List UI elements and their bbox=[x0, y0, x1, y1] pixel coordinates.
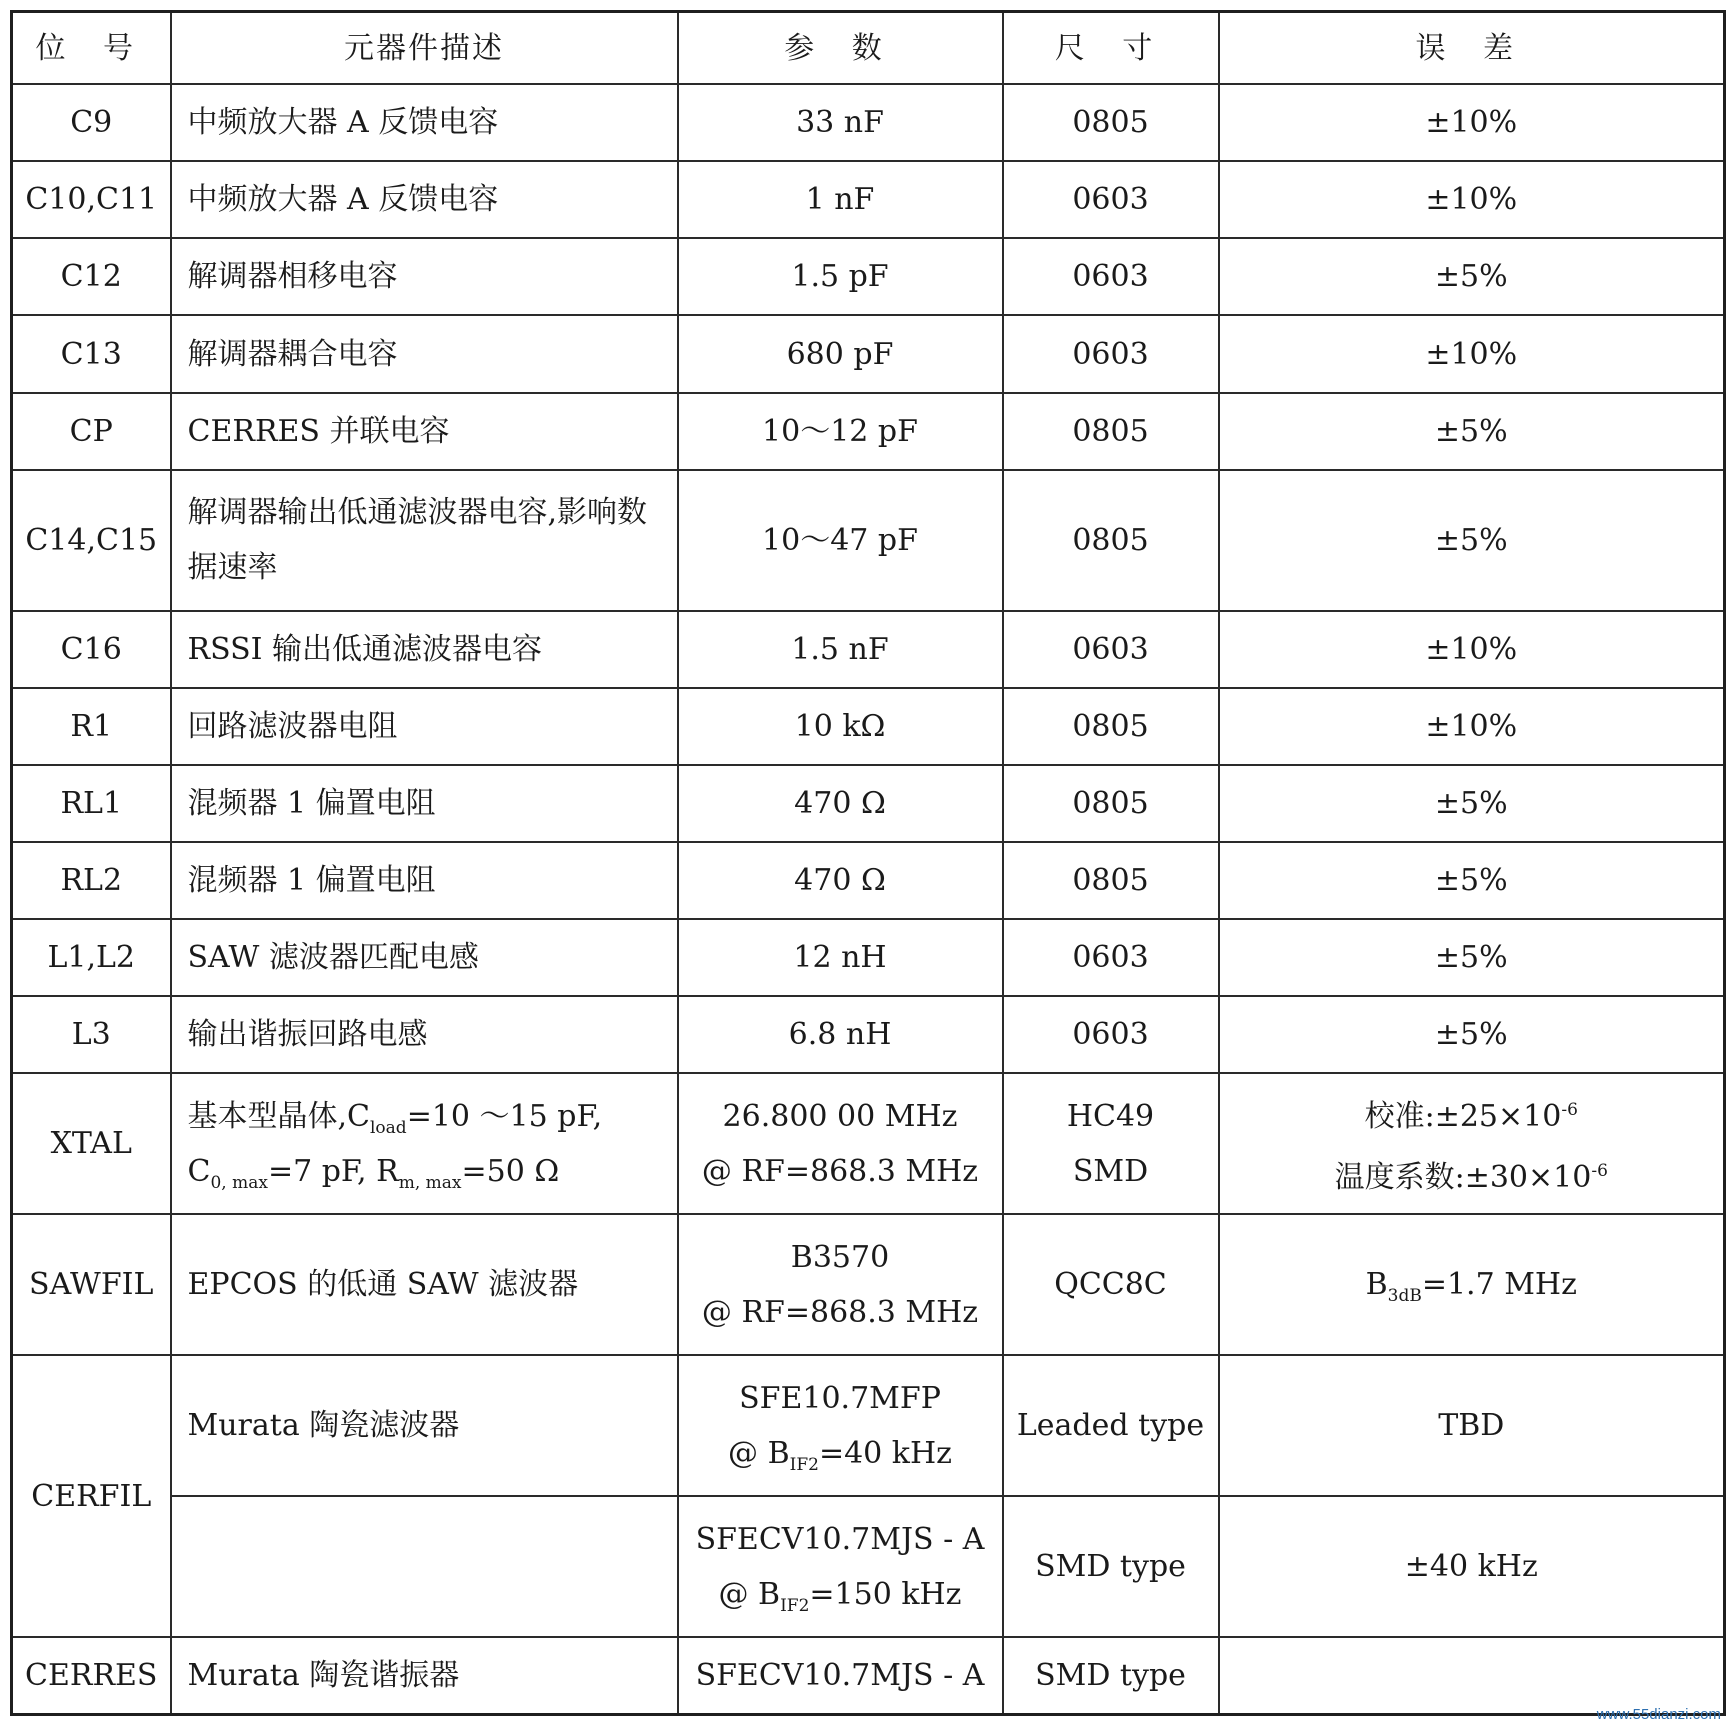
table-row bbox=[12, 611, 1725, 688]
param-cell: SFECV10.7MJS - A bbox=[678, 1637, 1003, 1714]
size-cell: Leaded type bbox=[1003, 1355, 1219, 1496]
param-line-2 bbox=[689, 1426, 992, 1481]
ref-cell: C13 bbox=[12, 315, 171, 392]
param-line-1: SFECV10.7MJS - A bbox=[695, 1521, 985, 1557]
desc-cell: CERRES 并联电容 bbox=[171, 393, 678, 470]
tol-line-2 bbox=[1230, 1144, 1714, 1205]
param-cell: 1.5 nF bbox=[678, 611, 1003, 688]
param-cell: 12 nH bbox=[678, 919, 1003, 996]
desc-text: =10 ～15 pF, bbox=[406, 1098, 603, 1134]
size-cell: QCC8C bbox=[1003, 1214, 1219, 1355]
param-text: @ B bbox=[718, 1576, 781, 1612]
tol-cell: ±10% bbox=[1219, 688, 1725, 765]
desc-cell: 混频器 1 偏置电阻 bbox=[171, 842, 678, 919]
size-cell: 0805 bbox=[1003, 84, 1219, 161]
ref-cell: C9 bbox=[12, 84, 171, 161]
ref-cell: C16 bbox=[12, 611, 171, 688]
desc-cell: Murata 陶瓷滤波器 bbox=[171, 1355, 678, 1496]
ref-cell: C12 bbox=[12, 238, 171, 315]
param-cell: 10～12 pF bbox=[678, 393, 1003, 470]
param-line-1: 26.800 00 MHz bbox=[722, 1098, 958, 1134]
tol-cell: ±5% bbox=[1219, 996, 1725, 1073]
param-cell: 10～47 pF bbox=[678, 470, 1003, 611]
param-cell: 10 kΩ bbox=[678, 688, 1003, 765]
param-cell bbox=[678, 1073, 1003, 1214]
param-cell: 680 pF bbox=[678, 315, 1003, 392]
table-row bbox=[12, 315, 1725, 392]
table-row bbox=[12, 765, 1725, 842]
tol-cell: ±5% bbox=[1219, 919, 1725, 996]
size-line-2: SMD bbox=[1072, 1153, 1149, 1189]
table-row bbox=[12, 996, 1725, 1073]
size-cell: 0805 bbox=[1003, 765, 1219, 842]
size-cell: 0603 bbox=[1003, 919, 1219, 996]
param-cell bbox=[678, 1214, 1003, 1355]
param-line-1: SFE10.7MFP bbox=[739, 1380, 941, 1416]
tol-cell: ±40 kHz bbox=[1219, 1496, 1725, 1637]
param-line-1: B3570 bbox=[790, 1239, 890, 1275]
table-row bbox=[12, 161, 1725, 238]
tol-cell: ±10% bbox=[1219, 315, 1725, 392]
table-row bbox=[12, 1073, 1725, 1214]
param-cell: 470 Ω bbox=[678, 842, 1003, 919]
table-row bbox=[12, 842, 1725, 919]
table-row bbox=[12, 238, 1725, 315]
size-cell: 0603 bbox=[1003, 611, 1219, 688]
ref-cell: RL1 bbox=[12, 765, 171, 842]
ref-cell: C10,C11 bbox=[12, 161, 171, 238]
size-cell: 0603 bbox=[1003, 315, 1219, 392]
size-cell: 0603 bbox=[1003, 996, 1219, 1073]
param-cell bbox=[678, 1355, 1003, 1496]
size-line-1: HC49 bbox=[1066, 1098, 1155, 1134]
ref-cell: CERRES bbox=[12, 1637, 171, 1714]
table-row bbox=[12, 919, 1725, 996]
param-cell: 6.8 nH bbox=[678, 996, 1003, 1073]
ref-cell: R1 bbox=[12, 688, 171, 765]
subscript-mmax: m, max bbox=[398, 1172, 462, 1193]
subscript-0max: 0, max bbox=[210, 1172, 268, 1193]
tol-text: 温度系数:±30×10 bbox=[1334, 1159, 1592, 1195]
param-cell: 470 Ω bbox=[678, 765, 1003, 842]
param-cell: 1.5 pF bbox=[678, 238, 1003, 315]
table-row bbox=[12, 1214, 1725, 1355]
desc-cell: 中频放大器 A 反馈电容 bbox=[171, 161, 678, 238]
param-cell: 1 nF bbox=[678, 161, 1003, 238]
header-param: 参 数 bbox=[678, 12, 1003, 85]
desc-cell: 解调器耦合电容 bbox=[171, 315, 678, 392]
table-row bbox=[12, 470, 1725, 611]
ref-cell: CERFIL bbox=[12, 1355, 171, 1637]
param-cell bbox=[678, 1496, 1003, 1637]
desc-line-1 bbox=[188, 1089, 667, 1144]
header-desc: 元器件描述 bbox=[171, 12, 678, 85]
size-cell: 0805 bbox=[1003, 393, 1219, 470]
size-cell: SMD type bbox=[1003, 1496, 1219, 1637]
table-row bbox=[12, 393, 1725, 470]
size-cell: 0805 bbox=[1003, 842, 1219, 919]
tol-cell: ±10% bbox=[1219, 611, 1725, 688]
param-text: =150 kHz bbox=[809, 1576, 962, 1612]
desc-cell: EPCOS 的低通 SAW 滤波器 bbox=[171, 1214, 678, 1355]
header-row bbox=[12, 12, 1725, 85]
desc-cell: 输出谐振回路电感 bbox=[171, 996, 678, 1073]
desc-line-2 bbox=[188, 1144, 667, 1199]
param-cell: 33 nF bbox=[678, 84, 1003, 161]
tol-cell: ±10% bbox=[1219, 161, 1725, 238]
component-table bbox=[10, 10, 1726, 1716]
tol-line-1 bbox=[1230, 1083, 1714, 1144]
table-row bbox=[12, 688, 1725, 765]
tol-cell: ±5% bbox=[1219, 765, 1725, 842]
tol-cell bbox=[1219, 1214, 1725, 1355]
tol-cell: TBD bbox=[1219, 1355, 1725, 1496]
size-cell: 0805 bbox=[1003, 688, 1219, 765]
desc-text: C bbox=[187, 1153, 211, 1189]
desc-cell: SAW 滤波器匹配电感 bbox=[171, 919, 678, 996]
ref-cell: C14,C15 bbox=[12, 470, 171, 611]
desc-text: =7 pF, R bbox=[267, 1153, 399, 1189]
size-cell bbox=[1003, 1073, 1219, 1214]
table-row bbox=[12, 1637, 1725, 1714]
tol-text: =1.7 MHz bbox=[1421, 1267, 1577, 1303]
table-row bbox=[12, 84, 1725, 161]
param-text: @ B bbox=[728, 1435, 790, 1471]
desc-cell: Murata 陶瓷谐振器 bbox=[171, 1637, 678, 1714]
table-row bbox=[12, 1496, 1725, 1637]
ref-cell: CP bbox=[12, 393, 171, 470]
param-line-2: @ RF=868.3 MHz bbox=[701, 1153, 979, 1189]
desc-cell: 解调器相移电容 bbox=[171, 238, 678, 315]
subscript-if2: IF2 bbox=[780, 1595, 810, 1616]
size-cell: 0603 bbox=[1003, 238, 1219, 315]
ref-cell: L1,L2 bbox=[12, 919, 171, 996]
tol-cell: ±5% bbox=[1219, 842, 1725, 919]
tol-cell: ±5% bbox=[1219, 238, 1725, 315]
param-text: =40 kHz bbox=[818, 1435, 952, 1471]
size-cell: SMD type bbox=[1003, 1637, 1219, 1714]
desc-cell bbox=[171, 470, 678, 611]
tol-text: B bbox=[1365, 1267, 1388, 1303]
ref-cell: L3 bbox=[12, 996, 171, 1073]
desc-cell: 混频器 1 偏置电阻 bbox=[171, 765, 678, 842]
desc-line-1: 解调器输出低通滤波器电容,影响数 bbox=[187, 495, 648, 531]
size-cell: 0603 bbox=[1003, 161, 1219, 238]
watermark: www.55dianzi.com bbox=[1596, 1706, 1721, 1723]
desc-text: 基本型晶体,C bbox=[187, 1098, 370, 1134]
ref-cell: XTAL bbox=[12, 1073, 171, 1214]
tol-text: 校准:±25×10 bbox=[1364, 1098, 1562, 1134]
tol-cell: ±5% bbox=[1219, 393, 1725, 470]
param-line-2: @ RF=868.3 MHz bbox=[701, 1294, 979, 1330]
tol-cell bbox=[1219, 1073, 1725, 1214]
exponent: -6 bbox=[1561, 1099, 1578, 1120]
header-tol: 误 差 bbox=[1219, 12, 1725, 85]
ref-cell: SAWFIL bbox=[12, 1214, 171, 1355]
subscript-load: load bbox=[370, 1117, 407, 1138]
desc-cell: 中频放大器 A 反馈电容 bbox=[171, 84, 678, 161]
tol-cell: ±10% bbox=[1219, 84, 1725, 161]
desc-cell: RSSI 输出低通滤波器电容 bbox=[171, 611, 678, 688]
tol-cell bbox=[1219, 1637, 1725, 1714]
table-row bbox=[12, 1355, 1725, 1496]
subscript-if2: IF2 bbox=[789, 1454, 819, 1475]
desc-cell: 回路滤波器电阻 bbox=[171, 688, 678, 765]
header-size: 尺 寸 bbox=[1003, 12, 1219, 85]
desc-cell bbox=[171, 1073, 678, 1214]
ref-cell: RL2 bbox=[12, 842, 171, 919]
header-ref: 位 号 bbox=[12, 12, 171, 85]
desc-text: =50 Ω bbox=[461, 1153, 560, 1189]
size-cell: 0805 bbox=[1003, 470, 1219, 611]
desc-line-2: 据速率 bbox=[187, 550, 278, 586]
tol-cell: ±5% bbox=[1219, 470, 1725, 611]
exponent: -6 bbox=[1591, 1160, 1608, 1181]
desc-cell bbox=[171, 1496, 678, 1637]
subscript-3db: 3dB bbox=[1387, 1286, 1422, 1307]
param-line-2 bbox=[689, 1567, 992, 1622]
